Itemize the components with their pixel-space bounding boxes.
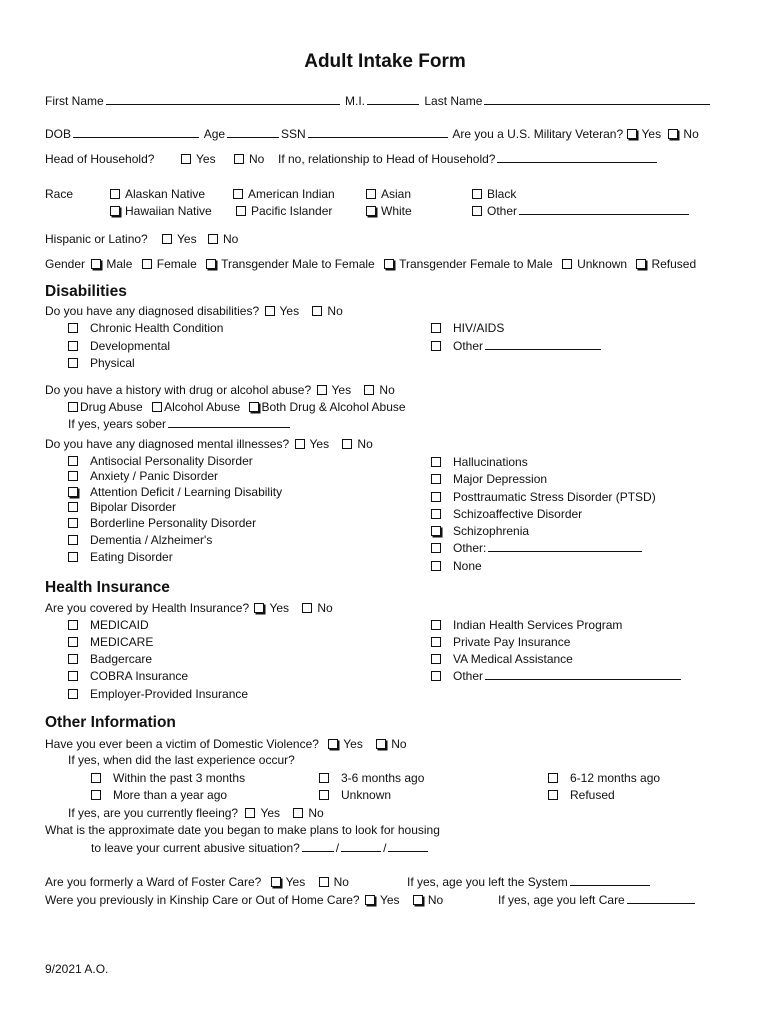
- first-name-label: First Name: [45, 94, 104, 108]
- mental-option-label: Eating Disorder: [90, 550, 173, 564]
- disabilities-question: Do you have any diagnosed disabilities?: [45, 304, 260, 318]
- mental-option: [68, 469, 218, 483]
- dv-yes-label: Yes: [343, 737, 363, 751]
- disability-option-label: Chronic Health Condition: [90, 321, 224, 335]
- mental-option: [431, 559, 482, 573]
- disabilities-yes-checkbox[interactable]: [265, 306, 275, 316]
- fleeing-no-label: No: [308, 806, 324, 820]
- relationship-field[interactable]: [497, 152, 657, 163]
- veteran-yes-checkbox[interactable]: [627, 129, 637, 139]
- insurance-option-label: COBRA Insurance: [90, 669, 189, 683]
- relationship-row: [278, 152, 659, 166]
- substance-yes-checkbox[interactable]: [317, 385, 327, 395]
- race-option: [236, 204, 332, 218]
- mental-option-label: Other:: [453, 541, 487, 555]
- insurance-option: [431, 618, 622, 632]
- race-option: [366, 204, 412, 218]
- mental-option-label: Posttraumatic Stress Disorder (PTSD): [453, 490, 656, 504]
- dv-no-checkbox[interactable]: [376, 739, 386, 749]
- substance-question-row: [45, 383, 395, 397]
- hispanic-no-checkbox[interactable]: [208, 234, 218, 244]
- mental-checkbox[interactable]: [68, 502, 78, 512]
- dv-no-label: No: [391, 737, 407, 751]
- race-option-label: Black: [487, 187, 517, 201]
- insurance-checkbox[interactable]: [431, 637, 441, 647]
- disability-option-label: Physical: [90, 356, 135, 370]
- dv-when-option-label: Within the past 3 months: [113, 771, 246, 785]
- insurance-option-label: VA Medical Assistance: [453, 652, 573, 666]
- insurance-option-label: Indian Health Services Program: [453, 618, 623, 632]
- dv-when-checkbox[interactable]: [91, 790, 101, 800]
- disability-checkbox[interactable]: [431, 341, 441, 351]
- veteran-no-checkbox[interactable]: [668, 129, 678, 139]
- mental-option-label: Schizoaffective Disorder: [453, 507, 583, 521]
- mental-option: [431, 507, 582, 521]
- mental-option: [431, 472, 547, 486]
- dv-when-option: [91, 788, 227, 802]
- fleeing-yes-label: Yes: [260, 806, 281, 820]
- race-option-label: Other: [487, 204, 518, 218]
- insurance-option-label: Employer-Provided Insurance: [90, 687, 249, 701]
- mental-option: [68, 500, 176, 514]
- last-name-field[interactable]: [484, 94, 710, 105]
- substance-checkbox[interactable]: [68, 402, 78, 412]
- disability-checkbox[interactable]: [68, 323, 78, 333]
- household-no-label: No: [249, 152, 265, 166]
- mental-option-label: Schizophrenia: [453, 524, 530, 538]
- disability-other-field[interactable]: [485, 339, 601, 350]
- mental-option: [68, 485, 282, 499]
- foster-age-field[interactable]: [570, 875, 650, 886]
- insurance-checkbox[interactable]: [68, 620, 78, 630]
- race-checkbox[interactable]: [233, 189, 243, 199]
- mental-option: [68, 550, 173, 564]
- name-row: [45, 94, 712, 108]
- race-option: [366, 187, 411, 201]
- insurance-option: [68, 635, 153, 649]
- gender-checkbox[interactable]: [91, 259, 101, 269]
- hispanic-yes-label: Yes: [177, 232, 197, 246]
- dv-when-option-label: 6-12 months ago: [570, 771, 661, 785]
- fleeing-row: [68, 806, 324, 820]
- dv-when-option: [319, 771, 424, 785]
- race-option: [110, 204, 212, 218]
- insurance-yes-checkbox[interactable]: [254, 603, 264, 613]
- insurance-checkbox[interactable]: [68, 671, 78, 681]
- age-field[interactable]: [227, 127, 279, 138]
- household-question: Head of Household?: [45, 152, 155, 166]
- race-option: [472, 204, 691, 218]
- last-name-label: Last Name: [424, 94, 483, 108]
- mi-label: M.I.: [345, 94, 366, 108]
- footer-version: 9/2021 A.O.: [45, 962, 109, 976]
- mi-field[interactable]: [367, 94, 419, 105]
- mental-option-label: Major Depression: [453, 472, 548, 486]
- race-option-label: Pacific Islander: [251, 204, 333, 218]
- mental-option-label: Bipolar Disorder: [90, 500, 177, 514]
- sober-label: If yes, years sober: [68, 417, 167, 431]
- dv-when-checkbox[interactable]: [319, 773, 329, 783]
- mental-yes-label: Yes: [309, 437, 330, 451]
- hispanic-yes-checkbox[interactable]: [162, 234, 172, 244]
- hispanic-no: [208, 232, 238, 246]
- household-no-checkbox[interactable]: [234, 154, 244, 164]
- fleeing-yes-checkbox[interactable]: [245, 808, 255, 818]
- race-checkbox[interactable]: [366, 189, 376, 199]
- mental-option: [431, 524, 529, 538]
- insurance-option-label: Badgercare: [90, 652, 153, 666]
- disabilities-no-label: No: [327, 304, 343, 318]
- mental-checkbox[interactable]: [68, 487, 78, 497]
- dv-question: Have you ever been a victim of Domestic Violence?: [45, 737, 319, 751]
- insurance-option: [68, 618, 149, 632]
- insurance-checkbox[interactable]: [68, 654, 78, 664]
- insurance-question: Are you covered by Health Insurance?: [45, 601, 250, 615]
- insurance-checkbox[interactable]: [431, 620, 441, 630]
- fleeing-no-checkbox[interactable]: [293, 808, 303, 818]
- insurance-yes-label: Yes: [269, 601, 290, 615]
- dv-when-question: If yes, when did the last experience occur?: [68, 753, 295, 767]
- insurance-option-label: MEDICAID: [90, 618, 149, 632]
- other-heading: Other Information: [45, 714, 176, 731]
- kinship-no-checkbox[interactable]: [413, 895, 423, 905]
- dv-question-row: [45, 737, 407, 751]
- disabilities-yes-label: Yes: [279, 304, 300, 318]
- disability-option: [431, 339, 603, 353]
- mental-other-field[interactable]: [488, 541, 642, 552]
- dv-when-option-label: Unknown: [341, 788, 392, 802]
- dv-when-checkbox[interactable]: [548, 790, 558, 800]
- plans-line-2: to leave your current abusive situation?: [91, 841, 300, 855]
- hispanic-yes: [162, 232, 197, 246]
- foster-question: Are you formerly a Ward of Foster Care?: [45, 875, 262, 889]
- dv-when-checkbox[interactable]: [548, 773, 558, 783]
- mental-no-checkbox[interactable]: [342, 439, 352, 449]
- plans-line-1: What is the approximate date you began to make plans to look for housing: [45, 823, 440, 837]
- gender-row: [45, 257, 696, 271]
- race-option-label: Hawaiian Native: [125, 204, 212, 218]
- substance-no-checkbox[interactable]: [364, 385, 374, 395]
- gender-option-label: Female: [156, 257, 197, 271]
- insurance-other-field[interactable]: [485, 669, 681, 680]
- household-yes-label: Yes: [196, 152, 216, 166]
- foster-yes-checkbox[interactable]: [271, 877, 281, 887]
- mental-option-label: Hallucinations: [453, 455, 528, 469]
- plans-row: to leave your current abusive situation? / /: [91, 841, 430, 855]
- mental-option-label: None: [453, 559, 482, 573]
- relationship-label: If no, relationship to Head of Household?: [278, 152, 496, 166]
- mental-option: [68, 516, 256, 530]
- dob-field[interactable]: [73, 127, 199, 138]
- mental-checkbox[interactable]: [431, 457, 441, 467]
- gender-checkbox[interactable]: [384, 259, 394, 269]
- ssn-label: SSN: [281, 127, 306, 141]
- race-checkbox[interactable]: [110, 189, 120, 199]
- mental-checkbox[interactable]: [68, 471, 78, 481]
- substance-yes-label: Yes: [331, 383, 352, 397]
- insurance-checkbox[interactable]: [431, 671, 441, 681]
- household-yes-checkbox[interactable]: [181, 154, 191, 164]
- race-checkbox[interactable]: [366, 206, 376, 216]
- gender-option-label: Refused: [651, 257, 697, 271]
- dv-when-option: [548, 771, 660, 785]
- mental-option-label: Anxiety / Panic Disorder: [90, 469, 219, 483]
- kinship-age-label: If yes, age you left Care: [498, 893, 625, 907]
- substance-checkbox[interactable]: [152, 402, 162, 412]
- household-no: [234, 152, 264, 166]
- ssn-field[interactable]: [308, 127, 448, 138]
- mental-checkbox[interactable]: [431, 526, 441, 536]
- mental-checkbox[interactable]: [431, 543, 441, 553]
- substance-option-label: Both Drug & Alcohol Abuse: [261, 400, 406, 414]
- insurance-checkbox[interactable]: [431, 654, 441, 664]
- race-option: [472, 187, 516, 201]
- mental-checkbox[interactable]: [68, 535, 78, 545]
- insurance-checkbox[interactable]: [68, 637, 78, 647]
- mental-option: [68, 454, 253, 468]
- dv-when-option: [548, 788, 615, 802]
- foster-age-label: If yes, age you left the System: [407, 875, 568, 889]
- foster-no-label: No: [333, 875, 349, 889]
- mental-checkbox[interactable]: [68, 552, 78, 562]
- race-option-label: American Indian: [248, 187, 335, 201]
- veteran-no-label: No: [683, 127, 699, 141]
- mental-no-label: No: [357, 437, 373, 451]
- insurance-heading: Health Insurance: [45, 579, 170, 596]
- race-option-label: Asian: [381, 187, 412, 201]
- insurance-question-row: [45, 601, 333, 615]
- disability-option: [68, 321, 223, 335]
- hispanic-question: Hispanic or Latino?: [45, 232, 148, 246]
- mental-option: [431, 455, 528, 469]
- mental-option-label: Antisocial Personality Disorder: [90, 454, 253, 468]
- substance-option-label: Drug Abuse: [80, 400, 143, 414]
- dv-when-checkbox[interactable]: [319, 790, 329, 800]
- gender-checkbox[interactable]: [636, 259, 646, 269]
- gender-option-label: Transgender Female to Male: [399, 257, 553, 271]
- gender-checkbox[interactable]: [562, 259, 572, 269]
- mental-option-label: Borderline Personality Disorder: [90, 516, 257, 530]
- insurance-option: [431, 669, 683, 683]
- substance-checkbox[interactable]: [249, 402, 259, 412]
- insurance-checkbox[interactable]: [68, 689, 78, 699]
- insurance-option-label: MEDICARE: [90, 635, 154, 649]
- dob-label: DOB: [45, 127, 72, 141]
- race-option: [233, 187, 335, 201]
- dv-when-option: [319, 788, 391, 802]
- disabilities-heading: Disabilities: [45, 283, 127, 300]
- gender-option-label: Unknown: [577, 257, 628, 271]
- disabilities-no-checkbox[interactable]: [312, 306, 322, 316]
- race-other-field[interactable]: [519, 204, 689, 215]
- disability-option: [68, 339, 170, 353]
- sober-field[interactable]: [168, 417, 290, 428]
- foster-age-row: [407, 875, 652, 889]
- veteran-yes-label: Yes: [641, 127, 662, 141]
- insurance-option: [431, 635, 570, 649]
- disability-option-label: Other: [453, 339, 484, 353]
- gender-label: Gender: [45, 257, 86, 271]
- mental-option: [431, 541, 644, 555]
- foster-row: [45, 875, 349, 889]
- mental-option-label: Attention Deficit / Learning Disability: [90, 485, 283, 499]
- race-checkbox[interactable]: [236, 206, 246, 216]
- mental-question-row: [45, 437, 373, 451]
- race-option-label: White: [381, 204, 412, 218]
- race-option: [110, 187, 205, 201]
- disability-checkbox[interactable]: [68, 358, 78, 368]
- mental-option: [68, 533, 212, 547]
- mental-yes-checkbox[interactable]: [295, 439, 305, 449]
- substance-question: Do you have a history with drug or alcohol abuse?: [45, 383, 312, 397]
- household-yes: [181, 152, 216, 166]
- mental-question: Do you have any diagnosed mental illnesses?: [45, 437, 290, 451]
- insurance-option: [68, 652, 152, 666]
- gender-option-label: Male: [106, 257, 133, 271]
- race-checkbox[interactable]: [472, 206, 482, 216]
- kinship-age-field[interactable]: [627, 893, 695, 904]
- mental-checkbox[interactable]: [431, 474, 441, 484]
- dob-row: [45, 127, 699, 141]
- mental-option-label: Dementia / Alzheimer's: [90, 533, 213, 547]
- kinship-age-row: [498, 893, 697, 907]
- race-checkbox[interactable]: [472, 189, 482, 199]
- kinship-no-label: No: [427, 893, 444, 907]
- fleeing-question: If yes, are you currently fleeing?: [68, 806, 239, 820]
- gender-option-label: Transgender Male to Female: [221, 257, 375, 271]
- mental-checkbox[interactable]: [68, 456, 78, 466]
- dv-when-option-label: More than a year ago: [113, 788, 228, 802]
- mental-checkbox[interactable]: [431, 492, 441, 502]
- kinship-yes-label: Yes: [379, 893, 400, 907]
- substance-option-label: Alcohol Abuse: [164, 400, 241, 414]
- mental-checkbox[interactable]: [431, 561, 441, 571]
- sober-row: [68, 417, 292, 431]
- kinship-row: [45, 893, 443, 907]
- substance-no-label: No: [379, 383, 395, 397]
- mental-checkbox[interactable]: [431, 509, 441, 519]
- first-name-field[interactable]: [106, 94, 340, 105]
- disabilities-question-row: [45, 304, 343, 318]
- kinship-question: Were you previously in Kinship Care or Out of Home Care?: [45, 893, 360, 907]
- plans-year-field[interactable]: [388, 841, 428, 852]
- substance-options-row: [68, 400, 406, 414]
- dv-yes-checkbox[interactable]: [328, 739, 338, 749]
- plans-day-field[interactable]: [341, 841, 381, 852]
- gender-checkbox[interactable]: [142, 259, 152, 269]
- insurance-option-label: Private Pay Insurance: [453, 635, 571, 649]
- race-checkbox[interactable]: [110, 206, 120, 216]
- insurance-no-label: No: [317, 601, 333, 615]
- gender-checkbox[interactable]: [206, 259, 216, 269]
- foster-no-checkbox[interactable]: [319, 877, 329, 887]
- kinship-yes-checkbox[interactable]: [365, 895, 375, 905]
- race-label: Race: [45, 187, 74, 201]
- form-title: Adult Intake Form: [304, 51, 466, 72]
- insurance-option: [68, 687, 248, 701]
- veteran-question: Are you a U.S. Military Veteran?: [452, 127, 624, 141]
- mental-checkbox[interactable]: [68, 518, 78, 528]
- insurance-option-label: Other: [453, 669, 484, 683]
- disability-option: [431, 321, 504, 335]
- foster-yes-label: Yes: [285, 875, 306, 889]
- race-option-label: Alaskan Native: [125, 187, 206, 201]
- age-label: Age: [203, 127, 226, 141]
- dv-when-option-label: 3-6 months ago: [341, 771, 425, 785]
- insurance-option: [68, 669, 188, 683]
- disability-option-label: Developmental: [90, 339, 171, 353]
- disability-checkbox[interactable]: [68, 341, 78, 351]
- mental-option: [431, 490, 656, 504]
- disability-option: [68, 356, 135, 370]
- insurance-no-checkbox[interactable]: [302, 603, 312, 613]
- plans-month-field[interactable]: [302, 841, 334, 852]
- disability-checkbox[interactable]: [431, 323, 441, 333]
- hispanic-no-label: No: [223, 232, 239, 246]
- dv-when-option-label: Refused: [570, 788, 615, 802]
- dv-when-option: [91, 771, 245, 785]
- dv-when-checkbox[interactable]: [91, 773, 101, 783]
- disability-option-label: HIV/AIDS: [453, 321, 505, 335]
- insurance-option: [431, 652, 573, 666]
